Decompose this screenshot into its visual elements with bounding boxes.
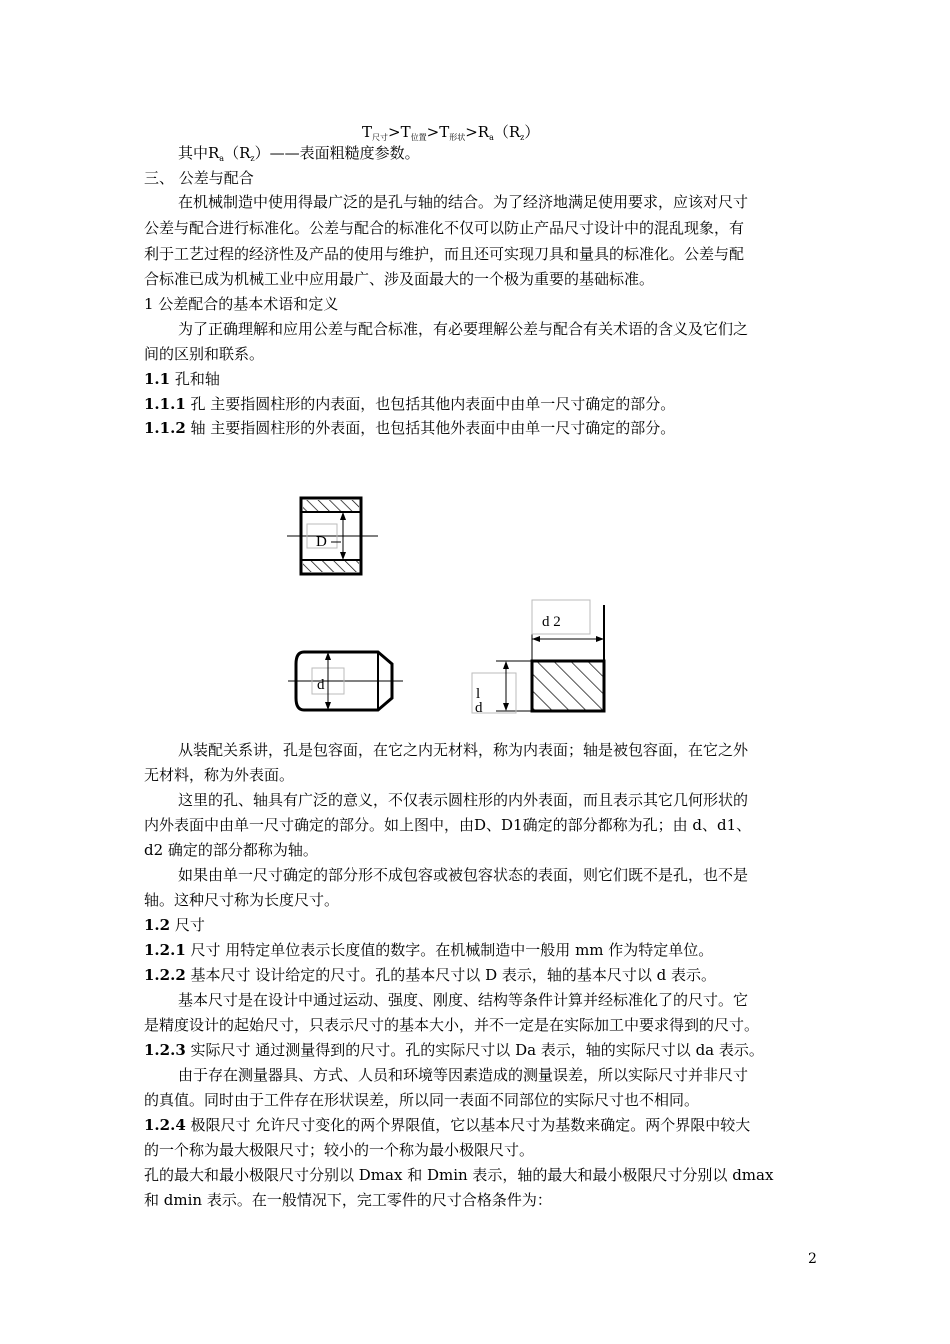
arrow-icon (532, 636, 540, 642)
paragraph-line: 是精度设计的起始尺寸，只表示尺寸的基本大小，并不一定是在实际加工中要求得到的尺寸。 (144, 1016, 760, 1034)
heading-1-2: 1.2 尺寸 (144, 916, 205, 934)
heading-1: 1 公差配合的基本术语和定义 (144, 295, 339, 313)
heading-1-2-2: 1.2.2 基本尺寸 设计给定的尺寸。孔的基本尺寸以 D 表示，轴的基本尺寸以 d 表示。 (144, 966, 717, 984)
formula-ra: R (477, 123, 490, 141)
paragraph-line: 如果由单一尺寸确定的部分形不成包容或被包容状态的表面，则它们既不是孔，也不是 (178, 866, 749, 884)
formula-gt: > (465, 123, 478, 141)
block-figure (470, 595, 615, 720)
label-d: d (317, 677, 325, 693)
heading-1-1-2: 1.1.2 轴 主要指圆柱形的外表面，也包括其他外表面中由单一尺寸确定的部分。 (144, 419, 676, 437)
paragraph-line: 利于工艺过程的经济性及产品的使用与维护，而且还可实现刀具和量具的标准化。公差与配 (144, 245, 745, 263)
formula-gt: > (426, 123, 440, 141)
paragraph-line: 为了正确理解和应用公差与配合标准，有必要理解公差与配合有关术语的含义及它们之 (178, 320, 749, 338)
shaft-figure (288, 646, 403, 716)
paragraph-line: 基本尺寸是在设计中通过运动、强度、刚度、结构等条件计算并经标准化了的尺寸。它 (178, 991, 749, 1009)
formula-note: 其中$R_a(R_z)——$表面粗糙度参数。 (178, 144, 420, 163)
hole-bottom-hatch (303, 560, 359, 572)
formula-paren-open: （ (493, 123, 509, 141)
page-number: 2 (808, 1251, 817, 1267)
formula-paren-close: ） (524, 123, 540, 141)
heading-1-2-4: 1.2.4 极限尺寸 允许尺寸变化的两个界限值，它以基本尺寸为基数来确定。两个界限中较大 (144, 1116, 751, 1134)
paragraph-line: 合标准已成为机械工业中应用最广、涉及面最大的一个极为重要的基础标准。 (144, 270, 655, 288)
label-d2: d 2 (542, 614, 561, 630)
formula-rz: R (508, 123, 521, 141)
paragraph-line: 的真值。同时由于工件存在形状误差，所以同一表面不同部位的实际尺寸也不相同。 (144, 1091, 700, 1109)
arrow-icon (503, 661, 509, 669)
heading-1-2-3: 1.2.3 实际尺寸 通过测量得到的尺寸。孔的实际尺寸以 Da 表示，轴的实际尺寸以 da 表示。 (144, 1041, 764, 1059)
paragraph-line: 间的区别和联系。 (144, 345, 265, 363)
formula-sub-size: 尺寸 (372, 133, 389, 142)
tolerance-formula (362, 121, 539, 143)
paragraph-line: 从装配关系讲，孔是包容面，在它之内无材料，称为内表面；轴是被包容面，在它之外 (178, 741, 749, 759)
paragraph-line: 和 dmin 表示。在一般情况下，完工零件的尺寸合格条件为： (144, 1191, 552, 1209)
hole-figure (285, 490, 380, 580)
paragraph-line: 这里的孔、轴具有广泛的意义，不仅表示圆柱形的内外表面，而且表示其它几何形状的 (178, 791, 749, 809)
arrow-icon (596, 636, 604, 642)
paragraph-line: 由于存在测量器具、方式、人员和环境等因素造成的测量误差，所以实际尺寸并非尺寸 (178, 1066, 749, 1084)
formula-sub-position: 位置 (410, 133, 427, 142)
paragraph-line: d2 确定的部分都称为轴。 (144, 841, 318, 859)
paragraph-line: 孔的最大和最小极限尺寸分别以 Dmax 和 Dmin 表示，轴的最大和最小极限尺寸分别以 dmax (144, 1166, 774, 1184)
heading-1-1: 1.1 孔和轴 (144, 370, 220, 388)
arrow-icon (340, 552, 346, 560)
formula-t-size: T (362, 123, 373, 141)
label-d1-top: l (476, 686, 481, 702)
paragraph-line: 轴。这种尺寸称为长度尺寸。 (144, 891, 340, 909)
arrow-icon (503, 703, 509, 711)
paragraph-line: 无材料，称为外表面。 (144, 766, 295, 784)
paragraph-line: 内外表面中由单一尺寸确定的部分。如上图中，由D、D1确定的部分都称为孔；由 d、d1、 (144, 816, 752, 834)
formula-sub-z: z (520, 133, 525, 142)
paragraph-line: 的一个称为最大极限尺寸；较小的一个称为最小极限尺寸。 (144, 1141, 535, 1159)
section-title: 三、 公差与配合 (144, 169, 254, 187)
label-d1-bottom: d (475, 700, 483, 716)
paragraph-line: 公差与配合进行标准化。公差与配合的标准化不仅可以防止产品尺寸设计中的混乱现象，有 (144, 219, 745, 237)
block-outline (532, 661, 604, 711)
formula-sub-shape: 形状 (449, 133, 466, 142)
formula-t-shape: T (439, 123, 450, 141)
label-D: D (316, 534, 327, 550)
heading-1-1-1: 1.1.1 孔 主要指圆柱形的内表面，也包括其他内表面中由单一尺寸确定的部分。 (144, 395, 676, 413)
heading-1-2-1: 1.2.1 尺寸 用特定单位表示长度值的数字。在机械制造中一般用 mm 作为特定单位。 (144, 941, 714, 959)
formula-t-position: T (400, 123, 411, 141)
formula-gt: > (388, 123, 401, 141)
paragraph-line: 在机械制造中使用得最广泛的是孔与轴的结合。为了经济地满足使用要求，应该对尺寸 (178, 193, 749, 211)
formula-sub-a: a (489, 133, 494, 142)
arrow-icon (340, 512, 346, 520)
hole-top-hatch (303, 500, 359, 512)
